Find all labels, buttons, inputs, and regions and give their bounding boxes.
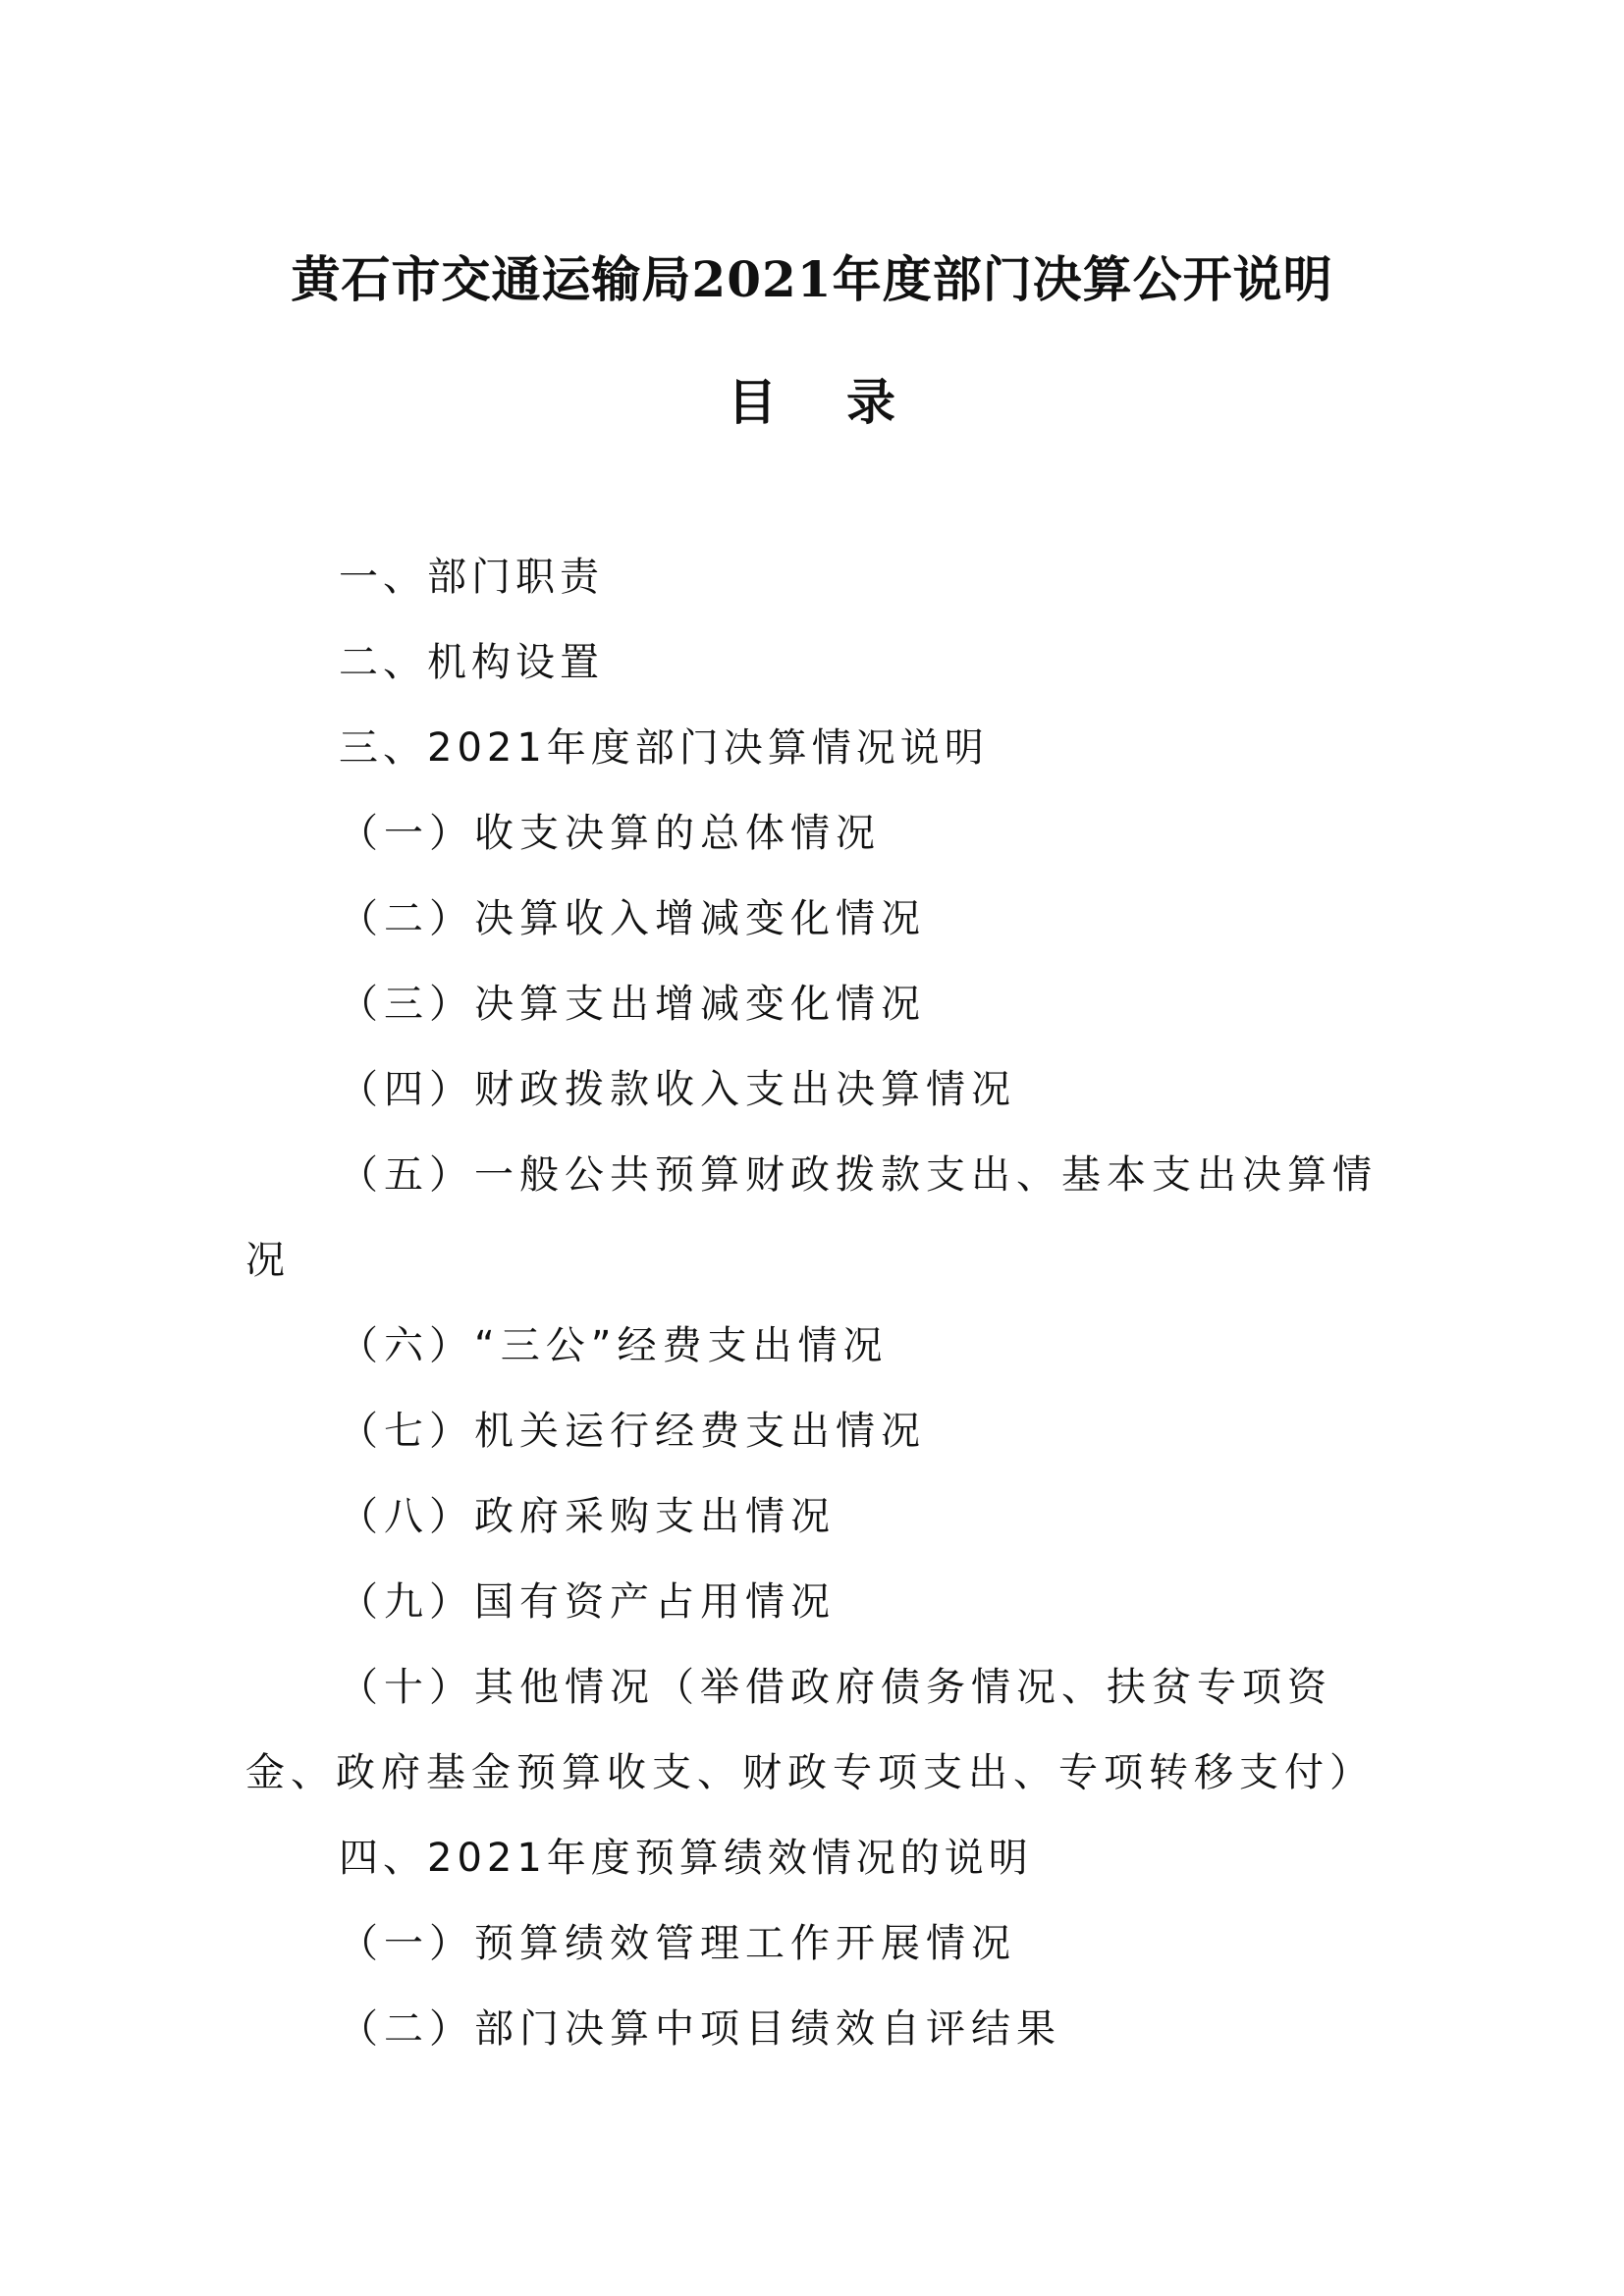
toc-item-1: 一、部门职责	[339, 555, 604, 600]
toc-item-3-6: （六）“三公”经费支出情况	[339, 1323, 889, 1368]
toc-item-4: 四、2021年度预算绩效情况的说明	[339, 1836, 1033, 1881]
document-title: 黄石市交通运输局2021年度部门决算公开说明	[291, 250, 1333, 308]
toc-item-3-1: （一）收支决算的总体情况	[339, 811, 881, 856]
toc-item-3-5: （五）一般公共预算财政拨款支出、基本支出决算情况	[245, 1152, 1378, 1283]
toc-item-3: 三、2021年度部门决算情况说明	[339, 725, 989, 771]
toc-item-3-4: （四）财政拨款收入支出决算情况	[339, 1067, 1016, 1112]
toc-item-3-7: （七）机关运行经费支出情况	[339, 1409, 926, 1454]
toc-item-3-3: （三）决算支出增减变化情况	[339, 982, 926, 1027]
toc-item-3-9: （九）国有资产占用情况	[339, 1579, 836, 1625]
toc-item-3-8: （八）政府采购支出情况	[339, 1494, 836, 1539]
toc-item-4-2: （二）部门决算中项目绩效自评结果	[339, 2006, 1061, 2052]
toc-heading	[0, 368, 1624, 437]
toc-heading-left: 目	[728, 373, 778, 431]
table-of-contents	[245, 535, 1394, 2072]
toc-item-4-1: （一）预算绩效管理工作开展情况	[339, 1921, 1016, 1966]
toc-item-2: 二、机构设置	[339, 640, 604, 685]
toc-item-3-10: （十）其他情况（举借政府债务情况、扶贫专项资金、政府基金预算收支、财政专项支出、专项转移支付）	[245, 1665, 1375, 1795]
toc-item-3-2: （二）决算收入增减变化情况	[339, 896, 926, 941]
toc-heading-right: 录	[846, 373, 896, 431]
